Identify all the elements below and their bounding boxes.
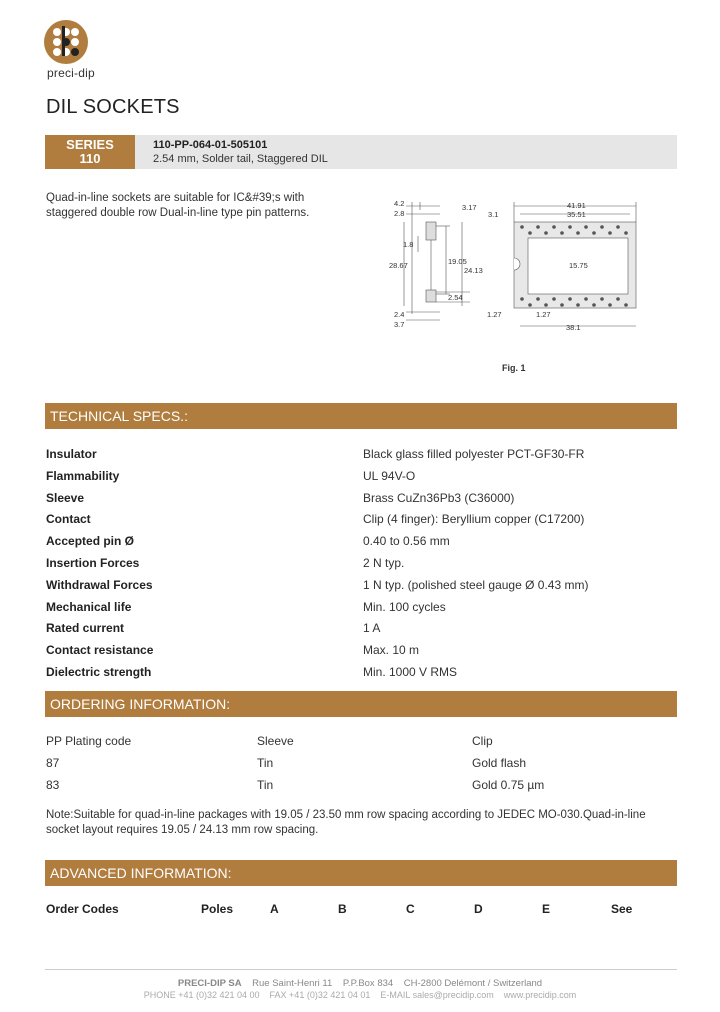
tech-specs-heading: TECHNICAL SPECS.: xyxy=(45,403,677,429)
part-info xyxy=(135,135,677,169)
intro-text: Quad-in-line sockets are suitable for IC&#39;s with staggered double row Dual-in-line type pin patterns. xyxy=(46,192,310,219)
col-d: D xyxy=(474,902,483,916)
spec-value: 1 N typ. (polished steel gauge Ø 0.43 mm) xyxy=(363,577,589,592)
sleeve-value: Tin xyxy=(257,756,274,770)
table-row xyxy=(46,643,646,665)
spec-label: Contact resistance xyxy=(46,643,154,658)
clip-value: Gold 0.75 µm xyxy=(472,778,545,792)
plating-code: 87 xyxy=(46,756,60,770)
table-row xyxy=(46,556,646,578)
note-text: Note:Suitable for quad-in-line packages with 19.05 / 23.50 mm row spacing according to JEDEC MO-030.Quad-in-line socket layout requires 19.05 / 24.13 mm row spacing. xyxy=(46,809,646,836)
sleeve-value: Tin xyxy=(257,778,274,792)
spec-label: Withdrawal Forces xyxy=(46,577,153,592)
footer-city: CH-2800 Delémont / Switzerland xyxy=(403,978,543,989)
table-row xyxy=(46,578,646,600)
dim-2-8: 2.8 xyxy=(394,209,405,218)
dimension-drawing xyxy=(380,196,680,336)
col-order-codes: Order Codes xyxy=(46,902,119,916)
dim-3-17: 3.17 xyxy=(462,203,477,212)
spec-value: UL 94V-O xyxy=(363,468,416,483)
table-row xyxy=(46,447,646,469)
footer-street: Rue Saint-Henri 11 xyxy=(252,978,333,989)
dim-1-8: 1.8 xyxy=(403,240,414,249)
table-row xyxy=(46,491,646,513)
spec-value: 1 A xyxy=(363,621,381,636)
col-see: See xyxy=(611,902,633,916)
dim-2-4: 2.4 xyxy=(394,310,405,319)
dim-1-27-left: 1.27 xyxy=(487,310,502,319)
dim-28-67: 28.67 xyxy=(389,261,408,270)
footer-email[interactable]: E-MAIL sales@precidip.com xyxy=(380,990,494,1000)
footer-contact xyxy=(0,990,720,1000)
logo-icon xyxy=(44,20,114,68)
spec-label: Rated current xyxy=(46,621,125,636)
dim-19-05: 19.05 xyxy=(448,257,467,266)
table-row xyxy=(46,534,646,556)
dim-1-27-right: 1.27 xyxy=(536,310,551,319)
series-badge xyxy=(45,135,135,169)
col-c: C xyxy=(406,902,415,916)
spec-label: Sleeve xyxy=(46,490,85,505)
col-a: A xyxy=(270,902,279,916)
table-row xyxy=(46,756,646,778)
spec-value: Min. 1000 V RMS xyxy=(363,665,458,679)
spec-value: Brass CuZn36Pb3 (C36000) xyxy=(363,490,515,505)
dim-3-7: 3.7 xyxy=(394,320,405,329)
footer-phone: PHONE +41 (0)32 421 04 00 xyxy=(143,990,260,1000)
ordering-heading: ORDERING INFORMATION: xyxy=(45,691,677,717)
dim-2-54: 2.54 xyxy=(448,293,463,302)
spec-label: Accepted pin Ø xyxy=(46,534,135,549)
logo-text: preci-dip xyxy=(47,66,95,80)
footer-address xyxy=(0,978,720,989)
figure-caption: Fig. 1 xyxy=(502,363,526,373)
spec-label: Contact xyxy=(46,512,91,527)
spec-value: Max. 10 m xyxy=(363,643,420,658)
ordering-header-row xyxy=(46,734,646,756)
ordering-col-sleeve: Sleeve xyxy=(257,734,294,748)
spec-label: Dielectric strength xyxy=(46,665,152,679)
spec-value: Black glass filled polyester PCT-GF30-FR xyxy=(363,447,585,461)
spec-label: Mechanical life xyxy=(46,599,132,614)
part-description: 2.54 mm, Solder tail, Staggered DIL xyxy=(153,153,328,165)
spec-label: Insertion Forces xyxy=(46,556,140,570)
col-poles: Poles xyxy=(201,902,234,916)
col-b: B xyxy=(338,902,347,916)
spec-value: Min. 100 cycles xyxy=(363,599,446,614)
footer-divider xyxy=(45,969,677,970)
dim-35-51: 35.51 xyxy=(567,210,586,219)
spec-value: 0.40 to 0.56 mm xyxy=(363,534,450,549)
spec-label: Flammability xyxy=(46,468,120,483)
spec-label: Insulator xyxy=(46,447,97,461)
clip-value: Gold flash xyxy=(472,756,527,770)
table-row xyxy=(46,512,646,534)
col-e: E xyxy=(542,902,551,916)
table-row xyxy=(46,469,646,491)
footer-pobox: P.P.Box 834 xyxy=(342,978,394,989)
footer-web[interactable]: www.precidip.com xyxy=(503,990,577,1000)
spec-value: 2 N typ. xyxy=(363,556,405,570)
table-row xyxy=(46,665,646,687)
dim-38-1: 38.1 xyxy=(566,323,581,332)
dim-24-13: 24.13 xyxy=(464,266,483,275)
dim-41-91: 41.91 xyxy=(567,201,586,210)
footer-fax: FAX +41 (0)32 421 04 01 xyxy=(269,990,371,1000)
page-title: DIL SOCKETS xyxy=(46,96,180,118)
ordering-col-clip: Clip xyxy=(472,734,493,748)
dim-15-75: 15.75 xyxy=(569,261,588,270)
spec-value: Clip (4 finger): Beryllium copper (C17200) xyxy=(363,512,585,527)
footer-company: PRECI-DIP SA xyxy=(177,978,242,989)
ordering-col-plating: PP Plating code xyxy=(46,734,132,748)
series-number: 110 xyxy=(79,151,101,166)
series-label: SERIES xyxy=(66,137,114,152)
advanced-heading: ADVANCED INFORMATION: xyxy=(45,860,677,886)
plating-code: 83 xyxy=(46,778,60,792)
table-row xyxy=(46,778,646,800)
table-row xyxy=(46,621,646,643)
dim-4-2: 4.2 xyxy=(394,199,405,208)
dim-3-1: 3.1 xyxy=(488,210,499,219)
table-row xyxy=(46,600,646,622)
part-number: 110-PP-064-01-505101 xyxy=(153,139,268,151)
